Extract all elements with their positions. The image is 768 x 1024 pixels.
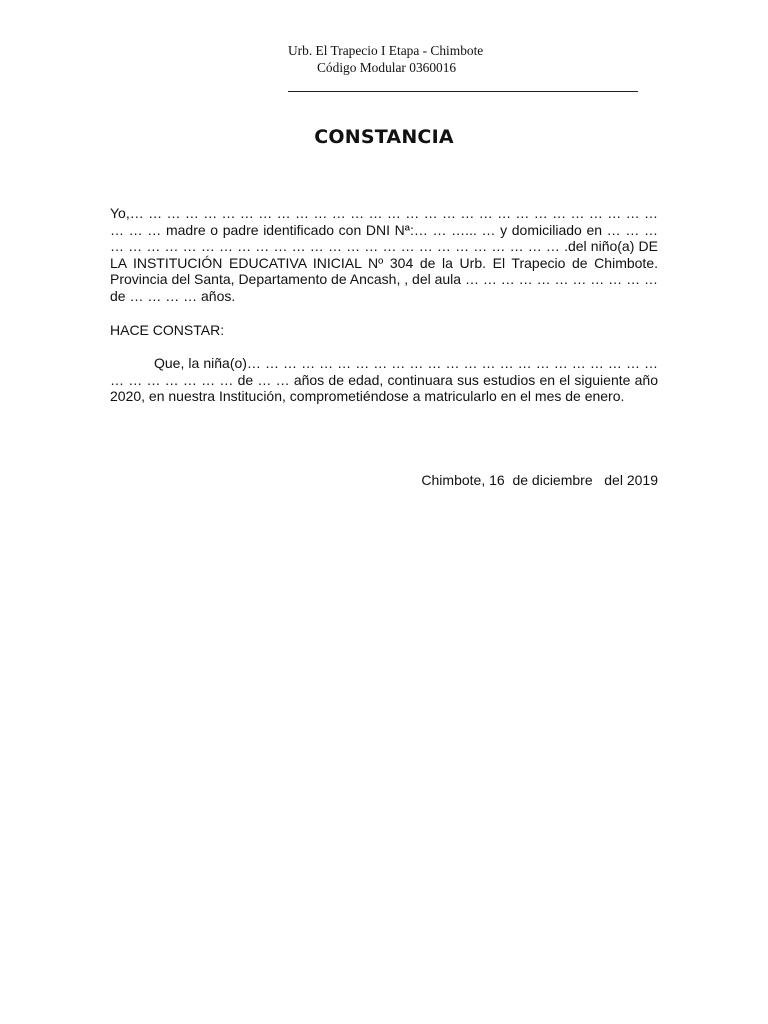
paragraph-declarant: Yo,… … … … … … … … … … … … … … … … … … … … … … … … … … … … … … … … madre o padre identificado con DNI Nª:… … …... … y domiciliado en … … … … … … … … … … … … … … … … … … … … … … … … … … … … .del niño(a) DE LA INSTITUCIÓN EDUCATIVA INICIAL Nº 304 de la Urb. El Trapecio de Chimbote. Provincia del Santa, Departamento de Ancash, , del aula … … … … … … … … … … … de … … … … años.: [110, 205, 658, 304]
document-title: CONSTANCIA: [314, 126, 454, 148]
header-address: Urb. El Trapecio I Etapa - Chimbote: [288, 43, 484, 58]
header-divider: [288, 91, 638, 92]
letterhead: [288, 42, 640, 76]
paragraph-certification: Que, la niña(o)… … … … … … … … … … … … … … … … … … … … … … … … … … … … … … de … … años de edad, continuara sus estudios en el siguiente año 2020, en nuestra Institución, comprometiéndose a matricularlo en el mes de enero.: [110, 355, 658, 405]
hace-constar-heading: HACE CONSTAR:: [110, 322, 225, 338]
date-line: Chimbote, 16 de diciembre del 2019: [421, 472, 658, 488]
header-modular-code: Código Modular 0360016: [317, 60, 457, 75]
